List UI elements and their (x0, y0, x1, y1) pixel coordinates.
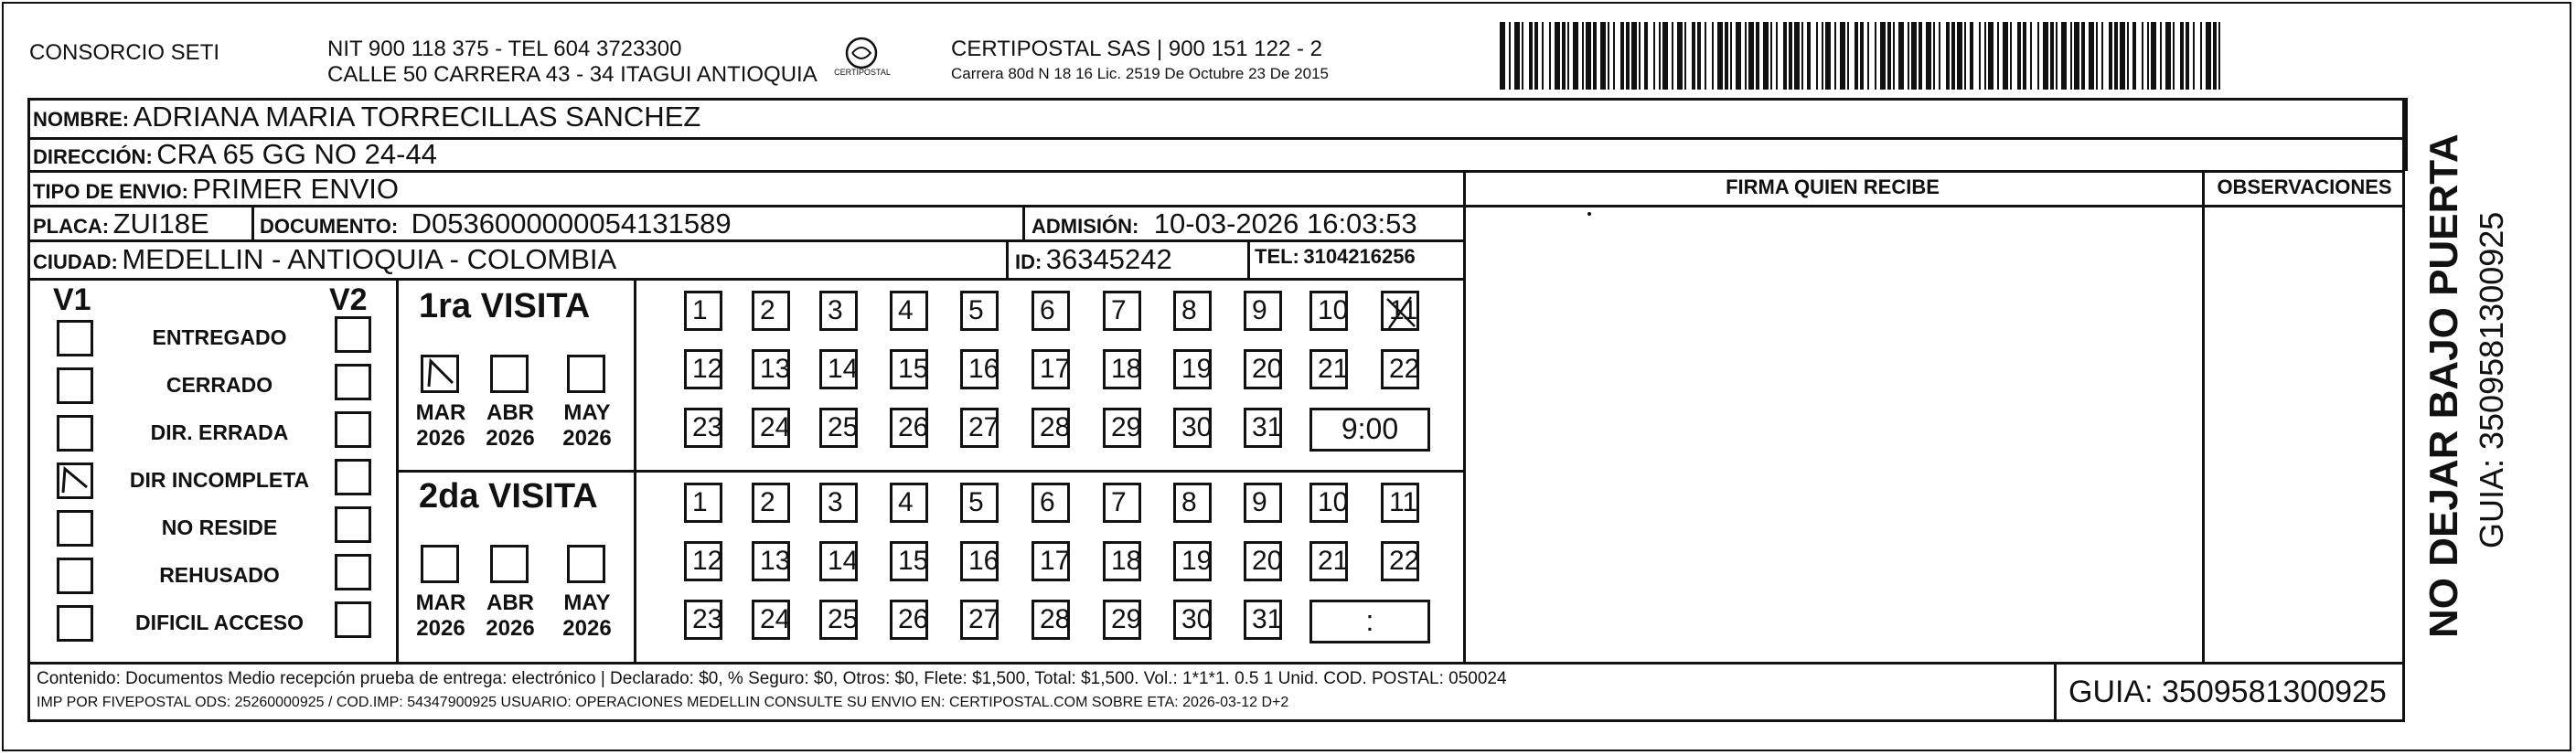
v1-header: V1 (53, 282, 91, 317)
ciudad-label: CIUDAD: (33, 250, 118, 273)
tel-value: 3104216256 (1303, 245, 1416, 268)
placa-cell (33, 207, 209, 240)
documento-label: DOCUMENTO: (260, 215, 399, 238)
day-number: 11 (1389, 487, 1418, 517)
day-box[interactable] (960, 349, 999, 389)
month-checkbox[interactable] (490, 355, 529, 393)
side-guia: GUIA: 3509581300925 (2473, 211, 2510, 548)
nombre-label: NOMBRE: (33, 108, 130, 131)
first-visit-title: 1ra VISITA (419, 287, 591, 325)
ciudad-cell (33, 243, 616, 276)
day-box[interactable] (752, 408, 790, 448)
month-column (560, 400, 615, 452)
month-label: MAR (415, 590, 466, 615)
v2-checkbox[interactable] (335, 364, 371, 400)
barcode-bar (2220, 22, 2224, 90)
month-label: ABR (486, 400, 534, 425)
day-number: 19 (1181, 354, 1213, 384)
status-label: DIFICIL ACCESO (134, 611, 304, 634)
day-number: 24 (760, 412, 791, 442)
month-checkbox[interactable] (421, 355, 459, 393)
month-checkbox[interactable] (421, 545, 459, 583)
day-number: 6 (1040, 487, 1055, 517)
day-box[interactable] (1103, 291, 1141, 331)
nombre-row (33, 101, 700, 133)
day-number: 26 (898, 604, 929, 634)
day-number: 18 (1111, 546, 1142, 576)
day-box[interactable] (1031, 349, 1070, 389)
day-number: 30 (1181, 412, 1213, 442)
day-number: 26 (898, 412, 929, 442)
v1-checkbox[interactable] (57, 415, 93, 452)
v1-checkbox[interactable] (57, 558, 93, 594)
day-box[interactable] (1173, 291, 1212, 331)
month-label: MAY (563, 590, 611, 615)
day-number: 17 (1040, 354, 1071, 384)
month-label: MAR (415, 400, 466, 425)
day-box[interactable] (1381, 291, 1419, 331)
day-box[interactable] (1103, 349, 1141, 389)
address-line: CALLE 50 CARRERA 43 - 34 ITAGUI ANTIOQUIA (327, 62, 818, 87)
day-number: 22 (1389, 354, 1420, 384)
day-box[interactable] (1031, 291, 1070, 331)
logo-text: CERTIPOSTAL (834, 68, 891, 77)
id-cell (1015, 243, 1172, 276)
day-number: 21 (1318, 354, 1349, 384)
nit-line: NIT 900 118 375 - TEL 604 3723300 (327, 37, 682, 61)
tel-cell (1255, 245, 1416, 269)
tipo-value: PRIMER ENVIO (192, 173, 400, 205)
month-year: 2026 (416, 616, 465, 641)
day-number: 14 (828, 546, 859, 576)
day-box[interactable] (1031, 483, 1070, 523)
v1-checkbox[interactable] (57, 367, 93, 404)
day-box[interactable] (1381, 541, 1419, 581)
day-number: 23 (692, 604, 723, 634)
tel-label: TEL: (1255, 245, 1299, 268)
time-box[interactable]: 9:00 (1309, 408, 1430, 452)
day-number: 12 (692, 546, 723, 576)
day-box[interactable] (819, 483, 858, 523)
day-number: 1 (692, 487, 708, 517)
month-checkbox[interactable] (567, 545, 605, 583)
day-number: 17 (1040, 546, 1071, 576)
day-box[interactable] (684, 600, 722, 640)
day-number: 13 (760, 546, 791, 576)
tipo-label: TIPO DE ENVIO: (33, 180, 188, 203)
v2-header: V2 (329, 282, 368, 317)
month-column (483, 400, 538, 452)
day-number: 13 (760, 354, 791, 384)
day-number: 22 (1389, 546, 1420, 576)
direccion-row (33, 138, 437, 171)
admision-cell (1031, 207, 1417, 240)
tipo-row (33, 173, 399, 206)
day-number: 21 (1318, 546, 1349, 576)
admision-value: 10-03-2026 16:03:53 (1153, 207, 1417, 239)
day-box[interactable] (1309, 483, 1348, 523)
day-number: 1 (692, 295, 708, 325)
time-box[interactable]: : (1309, 600, 1430, 643)
day-number: 28 (1040, 604, 1071, 634)
day-box[interactable] (1103, 600, 1141, 640)
month-year: 2026 (562, 426, 612, 451)
day-box[interactable] (1244, 349, 1282, 389)
day-box[interactable] (1103, 408, 1141, 448)
month-column (483, 590, 538, 642)
day-box[interactable] (1244, 541, 1282, 581)
day-number: 2 (760, 487, 775, 517)
footer-guia: GUIA: 3509581300925 (2068, 675, 2387, 709)
day-number: 29 (1111, 412, 1142, 442)
company-name: CONSORCIO SETI (29, 40, 220, 65)
day-number: 24 (760, 604, 791, 634)
day-number: 2 (760, 295, 775, 325)
day-number: 29 (1111, 604, 1142, 634)
day-box[interactable] (684, 483, 722, 523)
month-year: 2026 (486, 616, 535, 641)
day-box[interactable] (1031, 600, 1070, 640)
day-number: 5 (968, 487, 984, 517)
day-number: 16 (968, 354, 999, 384)
day-box[interactable] (890, 600, 928, 640)
day-number: 5 (968, 295, 984, 325)
day-number: 30 (1181, 604, 1213, 634)
day-number: 7 (1111, 295, 1127, 325)
month-checkbox[interactable] (567, 355, 605, 393)
day-number: 15 (898, 546, 929, 576)
signature-mark (1587, 212, 1591, 216)
day-box[interactable] (960, 600, 999, 640)
day-box[interactable] (890, 291, 928, 331)
day-box[interactable] (960, 408, 999, 448)
day-box[interactable] (1244, 483, 1282, 523)
day-box[interactable] (960, 291, 999, 331)
day-number: 12 (692, 354, 723, 384)
day-number: 15 (898, 354, 929, 384)
day-box[interactable] (1381, 349, 1419, 389)
day-box[interactable] (890, 408, 928, 448)
v1-checkbox[interactable] (57, 510, 93, 547)
direccion-label: DIRECCIÓN: (33, 145, 153, 168)
documento-cell (260, 207, 732, 240)
day-number: 31 (1252, 412, 1283, 442)
day-box[interactable] (890, 483, 928, 523)
day-box[interactable] (1031, 541, 1070, 581)
second-visit-title: 2da VISITA (419, 477, 598, 516)
day-box[interactable] (1244, 600, 1282, 640)
day-number: 3 (828, 295, 843, 325)
day-number: 31 (1252, 604, 1283, 634)
firma-header: FIRMA QUIEN RECIBE (1726, 175, 1940, 198)
day-box[interactable] (684, 291, 722, 331)
day-number: 9 (1252, 487, 1267, 517)
certipostal-line: CERTIPOSTAL SAS | 900 151 122 - 2 (951, 37, 1322, 61)
day-number: 27 (968, 412, 999, 442)
footer-imp: IMP POR FIVEPOSTAL ODS: 25260000925 / COD.IMP: 54347900925 USUARIO: OPERACIONES MEDELLIN CONSULTE SU ENVIO EN: CERTIPOSTAL.COM SOBRE ETA: 2026-03-12 D+2 (37, 695, 1289, 710)
status-label: DIR. ERRADA (150, 420, 289, 444)
day-number: 8 (1181, 295, 1197, 325)
observaciones-header: OBSERVACIONES (2217, 175, 2392, 198)
day-box[interactable] (960, 541, 999, 581)
day-number: 25 (828, 412, 859, 442)
ciudad-value: MEDELLIN - ANTIOQUIA - COLOMBIA (122, 243, 617, 275)
day-box[interactable] (1173, 408, 1212, 448)
day-number: 14 (828, 354, 859, 384)
month-year: 2026 (486, 426, 535, 451)
status-label: DIR INCOMPLETA (129, 468, 310, 492)
day-number: 25 (828, 604, 859, 634)
barcode (1500, 22, 2229, 90)
day-box[interactable] (1309, 541, 1348, 581)
month-checkbox[interactable] (490, 545, 529, 583)
footer-contenido: Contenido: Documentos Medio recepción prueba de entrega: electrónico | Declarado: $0, % Seguro: $0, Otros: $0, Flete: $1,500, Total: $1,500. Vol.: 1*1*1. 0.5 1 Unid. COD. POSTAL: 050024 (37, 669, 1507, 688)
day-number: 23 (692, 412, 723, 442)
day-box[interactable] (819, 600, 858, 640)
day-number: 10 (1318, 295, 1349, 325)
day-number: 9 (1252, 295, 1267, 325)
day-box[interactable] (752, 600, 790, 640)
month-label: MAY (563, 400, 611, 425)
status-label: ENTREGADO (152, 325, 287, 349)
day-box[interactable] (1173, 541, 1212, 581)
v2-checkbox[interactable] (335, 316, 371, 353)
placa-value: ZUI18E (112, 207, 209, 239)
v2-checkbox[interactable] (335, 411, 371, 448)
day-box[interactable] (1103, 483, 1141, 523)
day-box[interactable] (684, 408, 722, 448)
day-box[interactable] (819, 541, 858, 581)
day-box[interactable] (1103, 541, 1141, 581)
day-number: 4 (898, 487, 914, 517)
day-box[interactable] (752, 349, 790, 389)
day-box[interactable] (684, 349, 722, 389)
day-number: 27 (968, 604, 999, 634)
day-box[interactable] (684, 541, 722, 581)
v2-checkbox[interactable] (335, 506, 371, 543)
month-column (413, 400, 468, 452)
day-number: 19 (1181, 546, 1213, 576)
day-box[interactable] (960, 483, 999, 523)
day-box[interactable] (1031, 408, 1070, 448)
month-year: 2026 (416, 426, 465, 451)
day-box[interactable] (890, 541, 928, 581)
id-label: ID: (1015, 250, 1042, 273)
day-number: 10 (1318, 487, 1349, 517)
day-box[interactable] (1309, 349, 1348, 389)
day-number: 6 (1040, 295, 1055, 325)
month-column (413, 590, 468, 642)
day-number: 11 (1389, 295, 1418, 325)
documento-value: D0536000000054131589 (411, 207, 732, 239)
day-number: 16 (968, 546, 999, 576)
nombre-value: ADRIANA MARIA TORRECILLAS SANCHEZ (133, 101, 701, 133)
day-box[interactable] (752, 483, 790, 523)
day-number: 8 (1181, 487, 1197, 517)
month-column (560, 590, 615, 642)
status-label: CERRADO (166, 373, 273, 397)
day-number: 7 (1111, 487, 1127, 517)
day-box[interactable] (819, 291, 858, 331)
month-label: ABR (486, 590, 534, 615)
day-box[interactable] (752, 291, 790, 331)
day-box[interactable] (1173, 600, 1212, 640)
status-label: NO RESIDE (161, 516, 278, 539)
status-label: REHUSADO (159, 563, 280, 587)
direccion-value: CRA 65 GG NO 24-44 (156, 138, 437, 170)
day-number: 18 (1111, 354, 1142, 384)
day-box[interactable] (752, 541, 790, 581)
v2-checkbox[interactable] (335, 554, 371, 590)
day-number: 20 (1252, 546, 1283, 576)
day-box[interactable] (819, 408, 858, 448)
day-number: 4 (898, 295, 914, 325)
day-box[interactable] (1381, 483, 1419, 523)
placa-label: PLACA: (33, 215, 110, 238)
day-number: 20 (1252, 354, 1283, 384)
day-box[interactable] (1244, 408, 1282, 448)
v2-checkbox[interactable] (335, 459, 371, 495)
day-box[interactable] (819, 349, 858, 389)
v2-checkbox[interactable] (335, 601, 371, 638)
month-year: 2026 (562, 616, 612, 641)
no-dejar-warning: NO DEJAR BAJO PUERTA (2421, 133, 2466, 638)
day-box[interactable] (890, 349, 928, 389)
id-value: 36345242 (1045, 243, 1172, 275)
v1-checkbox[interactable] (57, 320, 93, 356)
license-line: Carrera 80d N 18 16 Lic. 2519 De Octubre 23 De 2015 (951, 65, 1329, 82)
day-number: 28 (1040, 412, 1071, 442)
day-number: 3 (828, 487, 843, 517)
v1-checkbox[interactable] (57, 605, 93, 642)
day-box[interactable] (1244, 291, 1282, 331)
day-box[interactable] (1309, 291, 1348, 331)
v1-checkbox[interactable] (57, 463, 93, 499)
admision-label: ADMISIÓN: (1031, 215, 1139, 238)
day-box[interactable] (1173, 483, 1212, 523)
day-box[interactable] (1173, 349, 1212, 389)
certipostal-logo (834, 35, 891, 86)
